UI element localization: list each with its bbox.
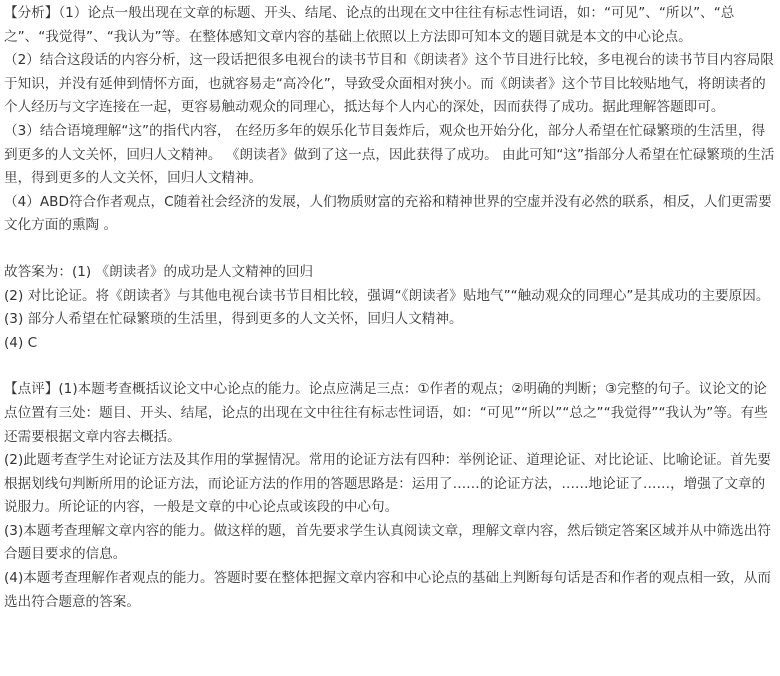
answer-1: 故答案为：(1) 《朗读者》的成功是人文精神的回归: [4, 263, 314, 280]
answer-4: (4) C: [4, 334, 38, 351]
comment-2: (2)此题考查学生对论证方法及其作用的掌握情况。常用的论证方法有四种：举例论证、道理论证、对比论证、比喻论证。首先要根据划线句判断所用的论证方法，而论证方法的作用的答题思路是：运用了……的论证方法，……地论证了……，增强了文章的说服力。所论证的内容，一般是文章的中心论点或该段的中心句。: [4, 452, 771, 516]
answer-2: (2) 对比论证。将《朗读者》与其他电视台读书节目相比较，强调“《朗读者》贴地气”“触动观众的同理心”是其成功的主要原因。: [4, 287, 770, 304]
answer-section: [4, 261, 776, 355]
comment-section: [4, 378, 776, 614]
analysis-point-1: 【分析】（1）论点一般出现在文章的标题、开头、结尾、论点的出现在文中往往有标志性词语，如：“可见”、“所以”、“总之”、“我觉得”、“我认为”等。在整体感知文章内容的基础上依照以上方法即可知本文的题目就是本文的中心论点。: [4, 5, 735, 45]
comment-3: (3)本题考查理解文章内容的能力。做这样的题，首先要求学生认真阅读文章，理解文章内容，然后锁定答案区域并从中筛选出符合题目要求的信息。: [4, 522, 771, 563]
comment-4: (4)本题考查理解作者观点的能力。答题时要在整体把握文章内容和中心论点的基础上判断每句话是否和作者的观点相一致，从而选出符合题意的答案。: [4, 570, 771, 610]
spacer: [4, 238, 776, 261]
spacer: [4, 355, 776, 378]
answer-3: (3) 部分人希望在忙碌繁琐的生活里，得到更多的人文关怀，回归人文精神。: [4, 311, 463, 328]
analysis-point-2: （2）结合这段话的内容分析，这一段话把很多电视台的读书节目和《朗读者》这个节目进行比较，多电视台的读书节目内容局限于知识，并没有延伸到情怀方面，也就容易走“高冷化”，导致受众面相对狭小。而《朗读者》这个节目比较贴地气，将朗读者的个人经历与文字连接在一起，更容易触动观众的同理心，抵达每个人内心的深处，因而获得了成功。据此理解答题即可。: [4, 52, 774, 116]
analysis-point-4: （4）ABD符合作者观点，C随着社会经济的发展，人们物质财富的充裕和精神世界的空虚并没有必然的联系，相反，人们更需要文化方面的熏陶 。: [4, 193, 772, 234]
comment-1: 【点评】(1)本题考查概括议论文中心论点的能力。论点应满足三点：①作者的观点；②明确的判断；③完整的句子。议论文的论点位置有三处：题目、开头、结尾，论点的出现在文中往往有标志性词语，如：“可见”“所以”“总之”“我觉得”“我认为”等。有些还需要根据文章内容去概括。: [4, 381, 768, 445]
analysis-section: [4, 2, 776, 238]
analysis-point-3: （3）结合语境理解“这”的指代内容， 在经历多年的娱乐化节目轰炸后，观众也开始分化，部分人希望在忙碌繁琐的生活里，得到更多的人文关怀，回归人文精神。 《朗读者》做到了这一点，因此获得了成功。 由此可知“这”指部分人希望在忙碌繁琐的生活里，得到更多的人文关怀，回归人文精神。: [4, 122, 775, 187]
